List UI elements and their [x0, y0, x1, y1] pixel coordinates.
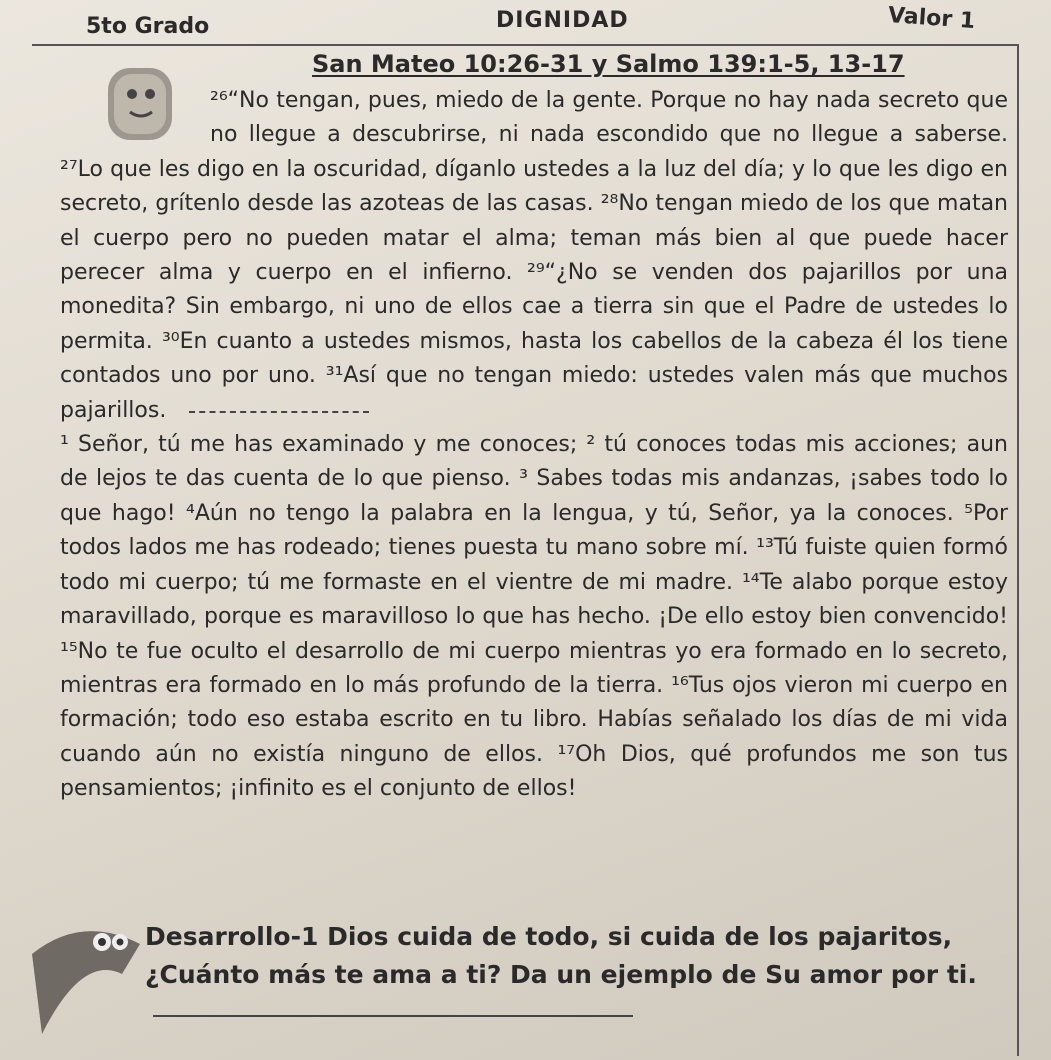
worksheet-title: DIGNIDAD	[496, 8, 629, 33]
fish-mascot-icon	[22, 914, 142, 1054]
passage-salmo: ¹ Señor, tú me has examinado y me conoces; ² tú conoces todas mis acciones; aun de lejos te das cuenta de lo que pienso. ³ Sabes todas mis andanzas, ¡sabes todo lo que hago! ⁴Aún no tengo la palabra en la lengua, y tú, Señor, ya la conoces. ⁵Por todos lados me has rodeado; tienes puesta tu mano sobre mí. ¹³Tú fuiste quien formó todo mi cuerpo; tú me formaste en el vientre de mi madre. ¹⁴Te alabo porque estoy maravillado, porque es maravilloso lo que has hecho. ¡De ello estoy bien convencido! ¹⁵No te fue oculto el desarrollo de mi cuerpo mientras yo era formado en lo secreto, mientras era formado en lo más profundo de la tierra. ¹⁶Tus ojos vieron mi cuerpo en formación; todo eso estaba escrito en tu libro. Habías señalado los días de mi vida cuando aún no existía ninguno de ellos. ¹⁷Oh Dios, qué profundos me son tus pensamientos; ¡infinito es el conjunto de ellos!	[60, 432, 1008, 802]
scripture-reference: San Mateo 10:26-31 y Salmo 139:1-5, 13-17	[312, 50, 905, 78]
scripture-passage	[60, 84, 1008, 807]
worksheet-header	[0, 0, 1051, 50]
grade-label: 5to Grado	[86, 14, 210, 39]
development-question	[145, 918, 1015, 1032]
development-label: Desarrollo-1	[145, 922, 319, 951]
valor-label: Valor 1	[887, 2, 976, 35]
answer-line[interactable]	[153, 1015, 633, 1017]
passage-divider	[189, 411, 369, 413]
passage-mateo: ²⁶“No tengan, pues, miedo de la gente. Porque no hay nada secreto que no llegue a descubrirse, ni nada escondido que no llegue a saberse. ²⁷Lo que les digo en la oscuridad, díganlo ustedes a la luz del día; y lo que les digo en secreto, grítenlo desde las azoteas de las casas. ²⁸No tengan miedo de los que matan el cuerpo pero no pueden matar el alma; teman más bien al que puede hacer perecer alma y cuerpo en el infierno. ²⁹“¿No se venden dos pajarillos por una monedita? Sin embargo, ni uno de ellos cae a tierra sin que el Padre de ustedes lo permita. ³⁰En cuanto a ustedes mismos, hasta los cabellos de la cabeza él los tiene contados uno por uno. ³¹Así que no tengan miedo: ustedes valen más que muchos pajarillos.	[60, 88, 1008, 423]
development-question-text: Dios cuida de todo, si cuida de los pajaritos, ¿Cuánto más te ama a ti? Da un ejemplo de Su amor por ti.	[145, 922, 977, 989]
